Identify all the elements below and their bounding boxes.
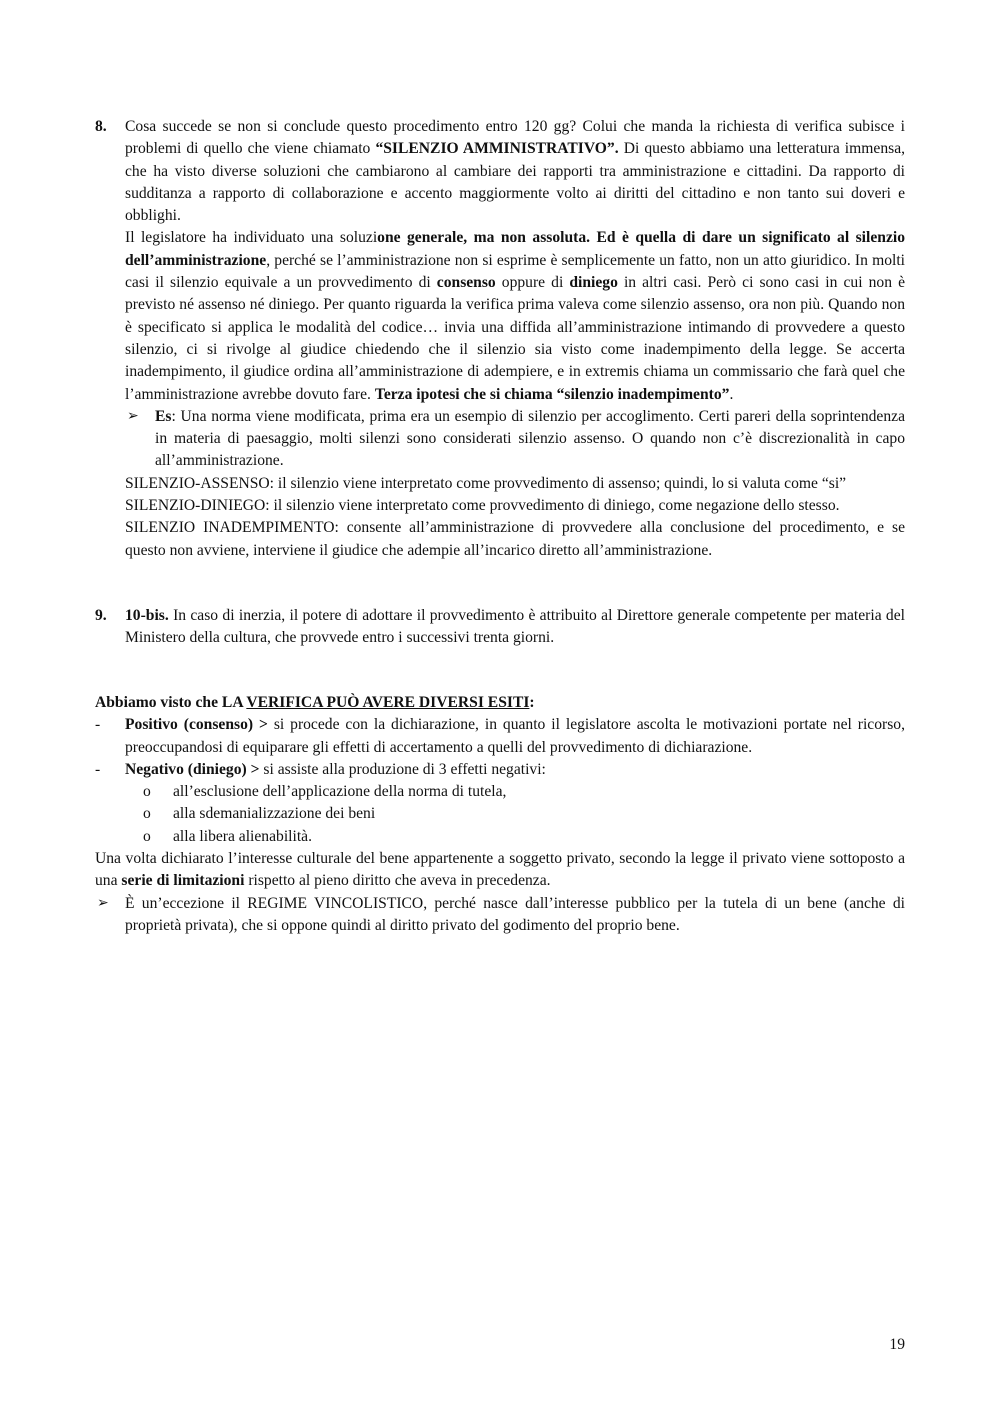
text: si assiste alla produzione di 3 effetti negativi: [259, 760, 546, 778]
circle-bullet: o [143, 805, 151, 823]
paragraph [125, 227, 905, 405]
text: all’esclusione dell’applicazione della norma di tutela, [173, 783, 507, 801]
definition-silenzio-assenso: SILENZIO-ASSENSO: il silenzio viene interpretato come provvedimento di assenso; quindi, lo si valuta come “si” [125, 474, 847, 492]
esiti-section [95, 692, 905, 937]
arrow-bullet-icon: ➢ [127, 408, 139, 424]
arrow-bullet-item [95, 893, 905, 938]
item-body [125, 116, 905, 562]
text: oppure di [495, 274, 570, 292]
text: rispetto al pieno diritto che aveva in precedenza. [244, 872, 551, 890]
bold-text: Positivo (consenso) > [125, 716, 268, 734]
text: si procede con la dichiarazione, in quanto il legislatore ascolta le motivazioni portate nel ricorso, preoccupandosi di equiparare gli effetti di accertamento a quelli del provvedimento di dichiarazione. [125, 716, 905, 756]
text: Una volta dichiarato l’interesse culturale del bene appartenente a soggetto privato, secondo la legge il privato viene sottoposto a una [95, 850, 905, 890]
outcome-positive [95, 714, 905, 759]
arrow-bullet-icon: ➢ [97, 895, 109, 911]
paragraph [125, 605, 905, 650]
text: : [529, 694, 535, 711]
text: alla sdemanializzazione dei beni [173, 805, 376, 823]
text: In caso di inerzia, il potere di adottare il provvedimento è attribuito al Direttore generale competente per materia del Ministero della cultura, che provvede entro i successivi trenta giorni. [125, 607, 905, 647]
circle-bullet: o [143, 783, 151, 801]
text: : Una norma viene modificata, prima era un esempio di silenzio per accoglimento. Certi pareri della soprintendenza in materia di paesaggio, molti silenzi sono considerati silenzio assenso. O quando non c’è discrezionalità in capo all’amministrazione. [155, 407, 905, 470]
text: Abbiamo visto che LA [95, 694, 247, 711]
text: È un’eccezione il REGIME VINCOLISTICO, perché nasce dall’interesse pubblico per la tutela di un bene (anche di proprietà privata), che si oppone quindi al diritto privato del godimento del proprio bene. [125, 894, 905, 934]
list-item-9 [95, 605, 905, 650]
text: Il legislatore ha individuato una soluzi [125, 229, 378, 247]
circle-bullet: o [143, 827, 151, 845]
bold-text: diniego [569, 274, 618, 292]
bold-text: serie di limitazioni [121, 872, 245, 890]
item-body [125, 605, 905, 650]
definition-silenzio-inadempimento: SILENZIO INADEMPIMENTO: consente all’amministrazione di provvedere alla conclusione del procedimento, e se questo non avviene, interviene il giudice che adempie all’incarico diretto all’amministrazione. [125, 519, 905, 559]
underlined-text: VERIFICA PUÒ AVERE DIVERSI ESITI [246, 694, 530, 711]
effect-item [95, 826, 905, 848]
bold-text: “SILENZIO AMMINISTRATIVO”. [375, 140, 619, 158]
effect-item [95, 781, 905, 803]
bold-text: consenso [436, 274, 496, 292]
paragraph [125, 116, 905, 227]
definition-silenzio-diniego: SILENZIO-DINIEGO: il silenzio viene interpretato come provvedimento di diniego, come negazione dello stesso. [125, 497, 840, 515]
effect-item [95, 803, 905, 825]
text: alla libera alienabilità. [173, 827, 312, 845]
outcome-negative [95, 759, 905, 781]
item-number: 9. [95, 607, 107, 624]
bold-text: Terza ipotesi che si chiama “silenzio inadempimento” [374, 385, 730, 403]
dash-bullet: - [95, 716, 101, 734]
example-bullet [127, 406, 905, 473]
text: Cosa succede se non si conclude questo procedimento entro 120 gg? Colui che manda la richiesta di verifica subisce i problemi di quello che viene chiamato [125, 118, 905, 158]
dash-bullet: - [95, 760, 101, 778]
text: in altri casi. Però ci sono casi in cui non è previsto né assenso né diniego. Per quanto riguarda la verifica prima valeva come silenzio assenso, ora non più. Quando non è specificato si applica le modalità del codice… invia una diffida all’amministrazione intimando di provvedere a questo silenzio, ci si rivolge al giudice chiedendo che il silenzio sia visto come inadempimento della legge. Se accerta inadempimento, il giudice ordina all’amministrazione di adempiere, e in extremis chiama un commissario che farà quel che l’amministrazione avrebbe dovuto fare. [125, 274, 905, 403]
bold-text: 10-bis. [125, 607, 169, 624]
text: Di questo abbiamo una letteratura immensa, che ha visto diverse soluzioni che cambiarono al cambiare dei rapporti tra amministrazione e cittadini. Da rapporto di sudditanza a rapporto di collaborazione e accento maggiormente volto ai diritti del cittadino e non tanto sui doveri e obblighi. [125, 140, 906, 225]
paragraph [95, 848, 905, 893]
bold-text: one generale, ma non assoluta. Ed è quella di dare un significato al silenzio dell’amministrazione [125, 229, 905, 269]
list-item-8 [95, 116, 905, 562]
text: , perché se l’amministrazione non si esprime è semplicemente un fatto, non un atto giuridico. In molti casi il silenzio equivale a un provvedimento di [125, 251, 905, 292]
item-number: 8. [95, 118, 107, 135]
page-number: 19 [889, 1336, 905, 1353]
bold-text: Negativo (diniego) > [125, 760, 260, 778]
bold-text: Es [155, 407, 172, 425]
section-heading [95, 692, 905, 714]
text: . [729, 385, 734, 403]
